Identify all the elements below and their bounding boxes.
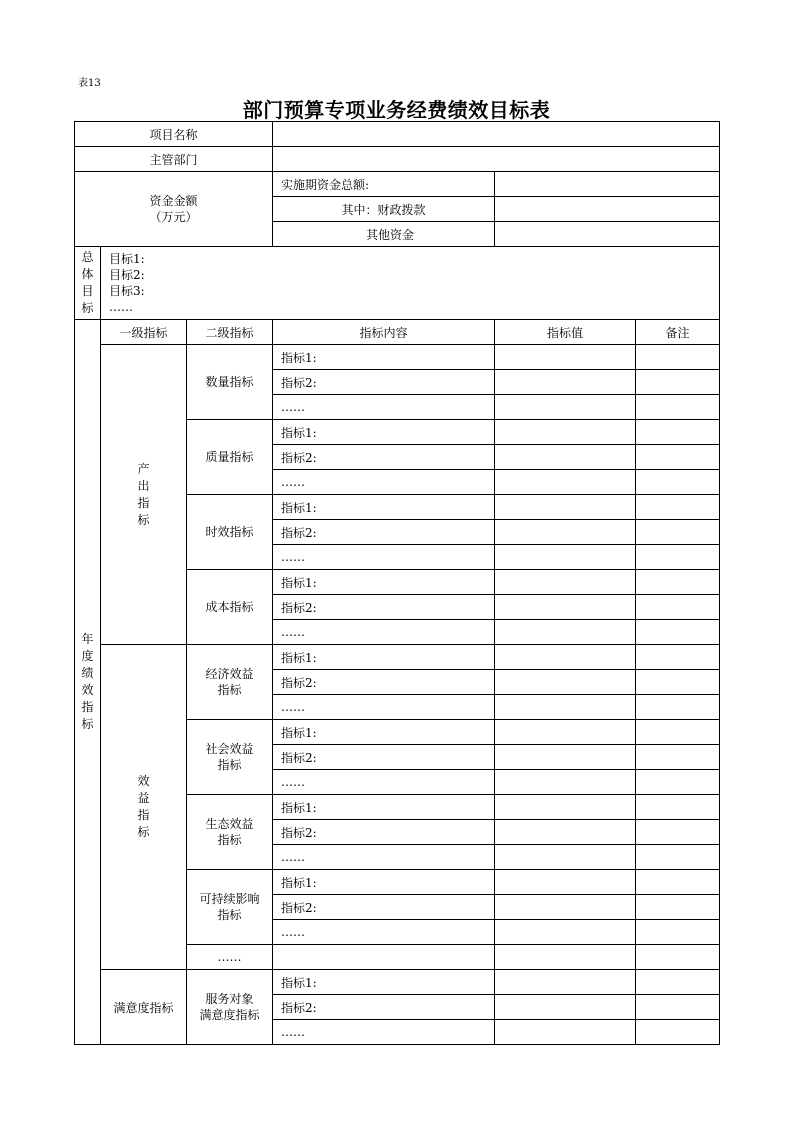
indicator-row <box>75 970 720 995</box>
indicator-content-cell[interactable]: …… <box>273 920 495 945</box>
indicator-value-cell[interactable] <box>495 670 636 695</box>
overall-goals-field[interactable]: 目标1: 目标2: 目标3: …… <box>101 247 720 320</box>
indicator-content-cell[interactable]: …… <box>273 395 495 420</box>
level1-header: 一级指标 <box>101 320 187 345</box>
indicator-content-cell[interactable]: …… <box>273 1020 495 1045</box>
indicator-value-cell[interactable] <box>495 570 636 595</box>
performance-goal-table <box>74 121 720 1045</box>
indicator-remark-cell[interactable] <box>636 945 720 970</box>
indicator-value-cell[interactable] <box>495 770 636 795</box>
indicator-remark-cell[interactable] <box>636 870 720 895</box>
level2-indicator-cell: …… <box>187 945 273 970</box>
annual-performance-label: 年 度 绩 效 指 标 <box>75 320 101 1045</box>
indicator-content-cell[interactable]: …… <box>273 845 495 870</box>
indicator-value-cell[interactable] <box>495 745 636 770</box>
indicator-content-cell[interactable] <box>273 945 495 970</box>
indicator-value-cell[interactable] <box>495 345 636 370</box>
indicator-remark-cell[interactable] <box>636 820 720 845</box>
department-field[interactable] <box>273 147 720 172</box>
indicator-content-cell[interactable]: …… <box>273 470 495 495</box>
row-overall-goals <box>75 247 720 320</box>
indicator-remark-cell[interactable] <box>636 1020 720 1045</box>
total-funds-label: 实施期资金总额: <box>273 172 495 197</box>
indicator-value-cell[interactable] <box>495 595 636 620</box>
project-name-field[interactable] <box>273 122 720 147</box>
other-funds-field[interactable] <box>495 222 720 247</box>
indicator-remark-cell[interactable] <box>636 595 720 620</box>
indicator-remark-cell[interactable] <box>636 670 720 695</box>
indicator-remark-cell[interactable] <box>636 920 720 945</box>
level2-indicator-cell: 质量指标 <box>187 420 273 495</box>
indicator-remark-cell[interactable] <box>636 445 720 470</box>
indicator-remark-cell[interactable] <box>636 970 720 995</box>
remark-header: 备注 <box>636 320 720 345</box>
indicator-content-cell[interactable]: …… <box>273 545 495 570</box>
indicator-value-cell[interactable] <box>495 395 636 420</box>
indicator-content-cell[interactable]: 指标2: <box>273 995 495 1020</box>
indicator-value-cell[interactable] <box>495 720 636 745</box>
funding-amount-label: 资金金额 （万元） <box>75 172 273 247</box>
indicator-value-cell[interactable] <box>495 695 636 720</box>
level2-indicator-cell: 可持续影响 指标 <box>187 870 273 945</box>
indicator-content-cell[interactable]: 指标1: <box>273 795 495 820</box>
row-indicator-header <box>75 320 720 345</box>
indicator-content-cell[interactable]: 指标2: <box>273 670 495 695</box>
indicator-content-cell[interactable]: 指标2: <box>273 370 495 395</box>
indicator-remark-cell[interactable] <box>636 745 720 770</box>
level2-indicator-cell: 时效指标 <box>187 495 273 570</box>
level2-indicator-cell: 数量指标 <box>187 345 273 420</box>
indicator-value-cell[interactable] <box>495 420 636 445</box>
level2-indicator-cell: 经济效益 指标 <box>187 645 273 720</box>
row-department <box>75 147 720 172</box>
indicator-content-cell[interactable]: …… <box>273 620 495 645</box>
indicator-content-cell[interactable]: 指标2: <box>273 595 495 620</box>
level1-indicator-cell: 满意度指标 <box>101 970 187 1045</box>
other-funds-label: 其他资金 <box>273 222 495 247</box>
indicator-remark-cell[interactable] <box>636 570 720 595</box>
indicator-content-cell[interactable]: 指标2: <box>273 520 495 545</box>
indicator-remark-cell[interactable] <box>636 770 720 795</box>
level2-indicator-cell: 生态效益 指标 <box>187 795 273 870</box>
indicator-value-cell[interactable] <box>495 995 636 1020</box>
indicator-content-cell[interactable]: 指标1: <box>273 345 495 370</box>
indicator-row <box>75 645 720 670</box>
row-total-funds <box>75 172 720 197</box>
indicator-value-cell[interactable] <box>495 1020 636 1045</box>
indicator-remark-cell[interactable] <box>636 345 720 370</box>
fiscal-funds-label: 其中：财政拨款 <box>273 197 495 222</box>
indicator-remark-cell[interactable] <box>636 995 720 1020</box>
indicator-value-cell[interactable] <box>495 470 636 495</box>
page-title: 部门预算专项业务经费绩效目标表 <box>242 98 551 122</box>
indicator-value-cell[interactable] <box>495 945 636 970</box>
indicator-row <box>75 345 720 370</box>
row-project-name <box>75 122 720 147</box>
indicator-remark-cell[interactable] <box>636 545 720 570</box>
indicator-remark-cell[interactable] <box>636 845 720 870</box>
indicator-content-cell[interactable]: 指标1: <box>273 420 495 445</box>
indicator-remark-cell[interactable] <box>636 620 720 645</box>
indicator-remark-cell[interactable] <box>636 370 720 395</box>
department-label: 主管部门 <box>75 147 273 172</box>
indicator-value-cell[interactable] <box>495 495 636 520</box>
indicator-remark-cell[interactable] <box>636 720 720 745</box>
indicator-content-cell[interactable]: 指标1: <box>273 870 495 895</box>
level1-indicator-cell: 产 出 指 标 <box>101 345 187 645</box>
indicator-content-cell[interactable]: 指标2: <box>273 445 495 470</box>
indicator-value-cell[interactable] <box>495 920 636 945</box>
indicator-value-cell[interactable] <box>495 545 636 570</box>
indicator-value-cell[interactable] <box>495 445 636 470</box>
value-header: 指标值 <box>495 320 636 345</box>
fiscal-funds-field[interactable] <box>495 197 720 222</box>
indicator-value-cell[interactable] <box>495 795 636 820</box>
level2-indicator-cell: 社会效益 指标 <box>187 720 273 795</box>
indicator-remark-cell[interactable] <box>636 895 720 920</box>
indicator-remark-cell[interactable] <box>636 645 720 670</box>
indicator-content-cell[interactable]: 指标2: <box>273 745 495 770</box>
indicator-value-cell[interactable] <box>495 370 636 395</box>
indicator-remark-cell[interactable] <box>636 520 720 545</box>
indicator-remark-cell[interactable] <box>636 695 720 720</box>
indicator-value-cell[interactable] <box>495 870 636 895</box>
indicator-value-cell[interactable] <box>495 520 636 545</box>
indicator-remark-cell[interactable] <box>636 795 720 820</box>
total-funds-field[interactable] <box>495 172 720 197</box>
indicator-remark-cell[interactable] <box>636 495 720 520</box>
indicator-value-cell[interactable] <box>495 820 636 845</box>
indicator-remark-cell[interactable] <box>636 470 720 495</box>
project-name-label: 项目名称 <box>75 122 273 147</box>
indicator-remark-cell[interactable] <box>636 420 720 445</box>
indicator-value-cell[interactable] <box>495 620 636 645</box>
indicator-content-cell[interactable]: …… <box>273 695 495 720</box>
table-number-label: 表13 <box>78 78 101 89</box>
indicator-value-cell[interactable] <box>495 845 636 870</box>
overall-goals-label: 总 体 目 标 <box>75 247 101 320</box>
indicator-value-cell[interactable] <box>495 970 636 995</box>
level2-header: 二级指标 <box>187 320 273 345</box>
indicator-remark-cell[interactable] <box>636 395 720 420</box>
indicator-content-cell[interactable]: 指标1: <box>273 720 495 745</box>
indicator-content-cell[interactable]: …… <box>273 770 495 795</box>
indicator-content-cell[interactable]: 指标2: <box>273 895 495 920</box>
indicator-content-cell[interactable]: 指标1: <box>273 495 495 520</box>
indicator-content-cell[interactable]: 指标1: <box>273 570 495 595</box>
level2-indicator-cell: 服务对象 满意度指标 <box>187 970 273 1045</box>
indicator-value-cell[interactable] <box>495 895 636 920</box>
level2-indicator-cell: 成本指标 <box>187 570 273 645</box>
indicator-content-cell[interactable]: 指标2: <box>273 820 495 845</box>
level1-indicator-cell: 效 益 指 标 <box>101 645 187 970</box>
indicator-value-cell[interactable] <box>495 645 636 670</box>
indicator-content-cell[interactable]: 指标1: <box>273 970 495 995</box>
content-header: 指标内容 <box>273 320 495 345</box>
indicator-content-cell[interactable]: 指标1: <box>273 645 495 670</box>
